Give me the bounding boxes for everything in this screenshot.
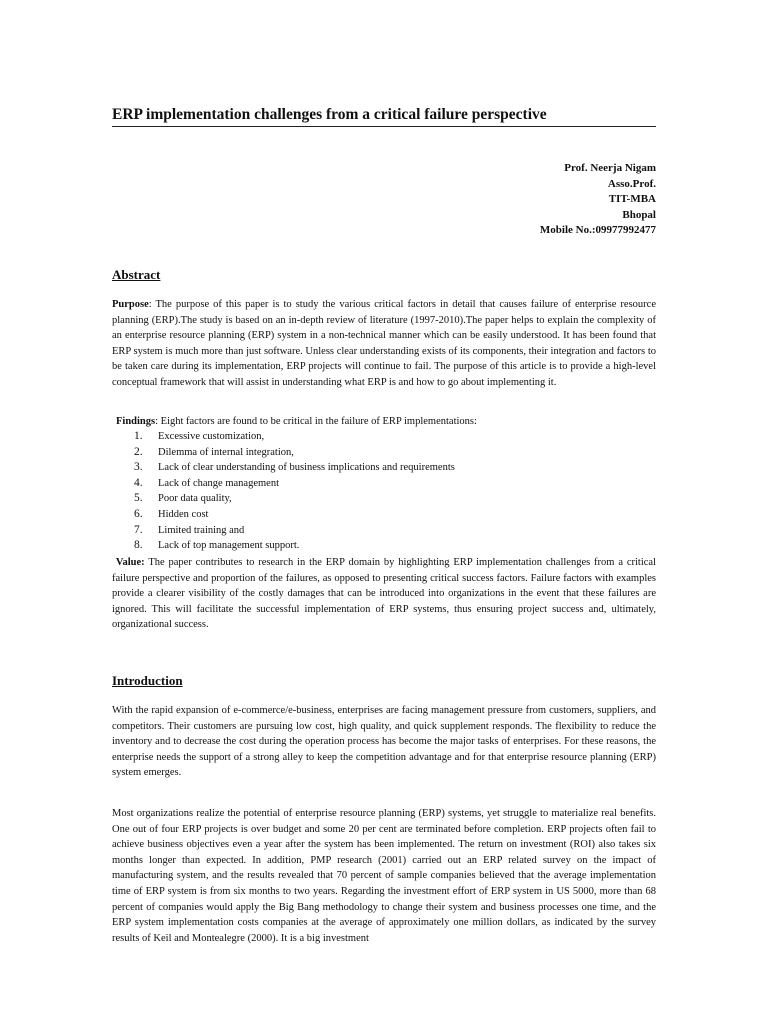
author-institution: TIT-MBA xyxy=(608,193,656,205)
paper-title: ERP implementation challenges from a critical failure perspective xyxy=(112,106,656,127)
value-label: Value: xyxy=(115,557,145,568)
list-item-text: Excessive customization, xyxy=(158,431,265,442)
abstract-findings-paragraph xyxy=(116,414,656,430)
findings-text: : Eight factors are found to be critical in the failure of ERP implementations: xyxy=(155,416,477,427)
list-item-number: 8. xyxy=(134,539,143,552)
list-item-text: Lack of clear understanding of business implications and requirements xyxy=(158,462,455,474)
list-item-text: Poor data quality, xyxy=(158,493,232,505)
list-item-text: Lack of top management support. xyxy=(158,540,300,552)
list-item xyxy=(134,476,654,492)
abstract-purpose-paragraph xyxy=(112,297,656,391)
list-item-number: 4. xyxy=(134,476,143,489)
list-item xyxy=(134,445,654,461)
findings-label: Findings xyxy=(116,416,156,427)
list-item-text: Lack of change management xyxy=(158,477,279,489)
list-item-text: Hidden cost xyxy=(158,508,209,520)
list-item xyxy=(134,523,654,539)
list-item-number: 6. xyxy=(134,507,143,520)
author-block xyxy=(356,161,656,239)
list-item-number: 7. xyxy=(134,523,143,536)
introduction-paragraph-2: Most organizations realize the potential of enterprise resource planning (ERP) systems, yet struggle to materialize real benefits. One out of four ERP projects is over budget and some 20 per cent are terminated before completion. ERP projects often fail to achieve business objectives even a year after the system has been implemented. The return on investment (ROI) also takes six months longer than expected. In addition, PMP research (2001) carried out an ERP related survey on the impact of manufacturing system, and the results revealed that 70 percent of sample companies believed that the average implementation time of ERP system is from six months to two years. Regarding the investment effort of ERP system in US 5000, more than 68 percent of companies would apply the Big Bang methodology to change their system and business processes one time, and the ERP system implementation costs companies at the average of approximately one million dollars, as indicated by the survey results of Keil and Montealegre (2000). It is a big investment xyxy=(112,808,656,944)
introduction-paragraph-1: With the rapid expansion of e-commerce/e-business, enterprises are facing management pressure from customers, suppliers, and competitors. Their customers are pursuing low cost, high quality, and quick supplement responds. The flexibility to reduce the inventory and to decrease the cost during the operation process has become the major tasks of enterprises. For these reasons, the enterprise needs the support of a strong alley to keep the competition advantage and for that enterprise resource planning (ERP) system emerges. xyxy=(112,705,656,779)
author-city: Bhopal xyxy=(622,208,656,221)
list-item-text: Dilemma of internal integration, xyxy=(158,446,294,458)
purpose-text: : The purpose of this paper is to study the various critical factors in detail that causes failure of enterprise resource planning (ERP).The study is based on an in-depth review of literature (1997-2010).The paper helps to explain the complexity of an enterprise resource planning (ERP) system in a non-technical manner which can be easily understood. It has been found that ERP system is much more than just software. Unless clear understanding exists of its components, their integration and factors to be taken care during its implementation, ERP projects will continue to fail. The purpose of this article is to provide a high-level conceptual framework that will assist in understanding what ERP is and how to go about implementing it. xyxy=(112,299,656,388)
list-item-number: 2. xyxy=(134,445,143,458)
list-item xyxy=(134,538,654,554)
list-item xyxy=(134,460,654,476)
author-position: Asso.Prof. xyxy=(607,177,656,190)
list-item xyxy=(134,429,654,445)
introduction-heading: Introduction xyxy=(112,673,183,688)
purpose-label: Purpose xyxy=(112,299,149,310)
list-item xyxy=(134,491,654,507)
list-item-number: 5. xyxy=(134,492,143,505)
author-name: Prof. Neerja Nigam xyxy=(564,162,656,174)
list-item-number: 3. xyxy=(134,461,143,474)
value-text: The paper contributes to research in the ERP domain by highlighting ERP implementation challenges from a critical failure perspective and proportion of the failures, as opposed to presenting critical success factors. Failure factors with examples provide a clearer visibility of the costly damages that can be introduced into organizations in the event that these failures are ignored. This will facilitate the successful implementation of ERP systems, thus ensuring project success and, ultimately, organizational success. xyxy=(112,557,656,631)
findings-list xyxy=(134,429,654,554)
list-item-text: Limited training and xyxy=(158,524,245,536)
abstract-value-paragraph xyxy=(112,555,656,633)
document-page xyxy=(112,0,656,1024)
list-item-number: 1. xyxy=(134,430,143,442)
abstract-heading: Abstract xyxy=(112,267,161,282)
author-mobile: Mobile No.:09977992477 xyxy=(539,224,656,236)
list-item xyxy=(134,507,654,523)
